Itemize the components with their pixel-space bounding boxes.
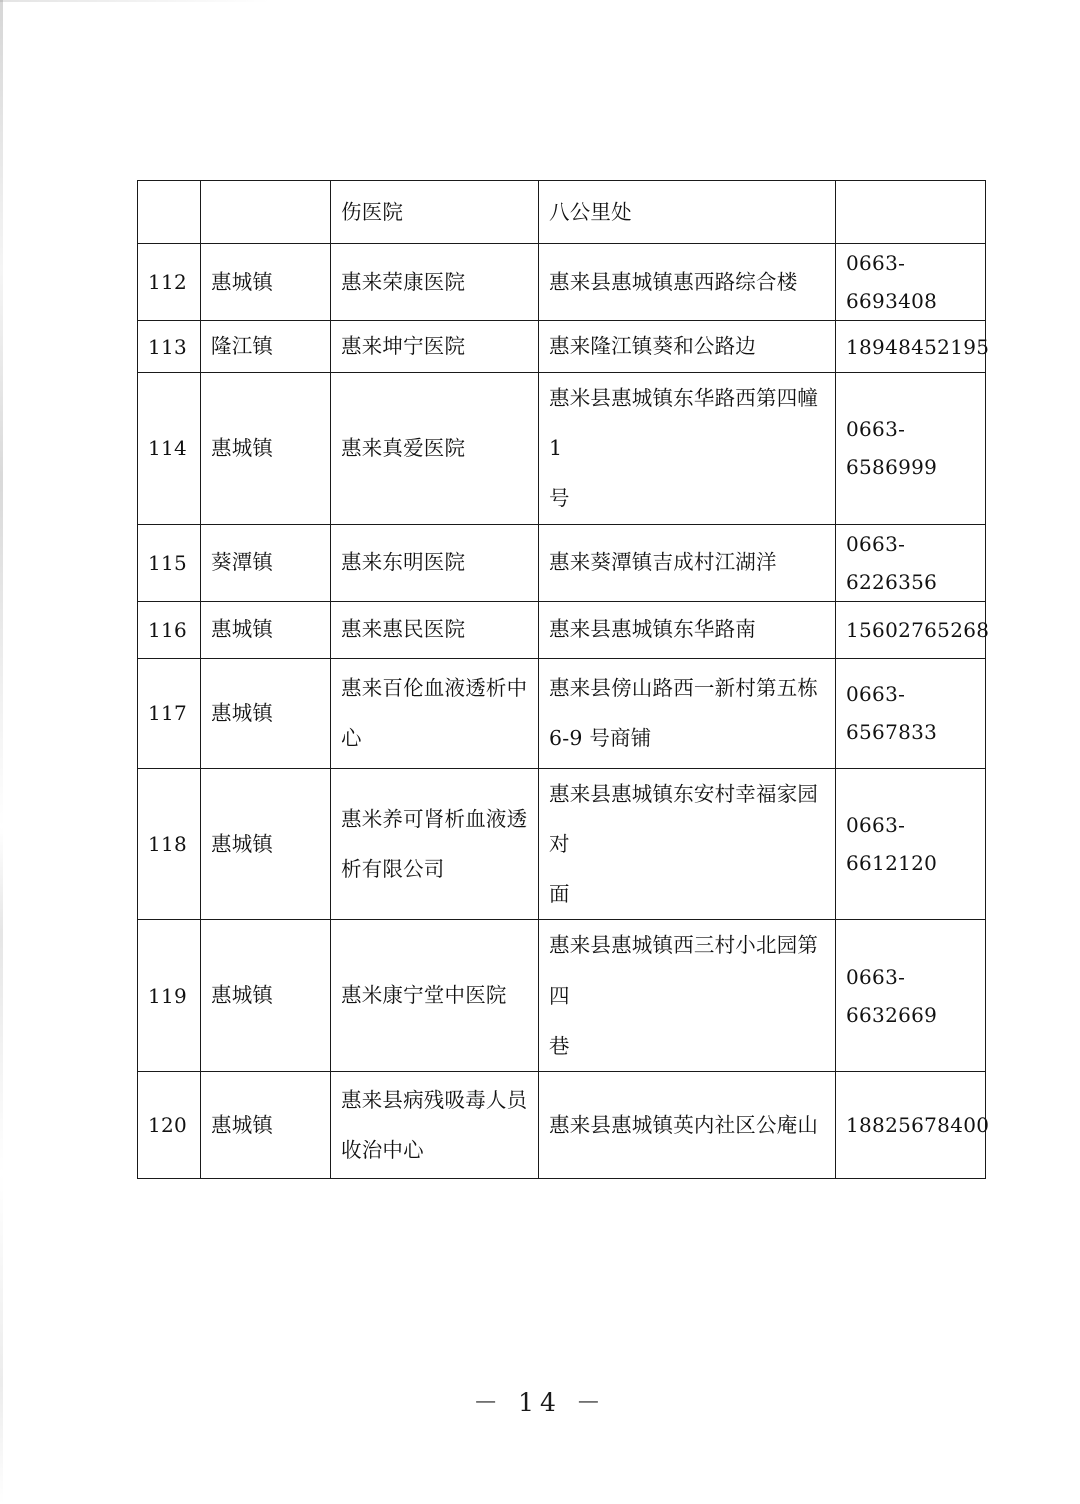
cell-phone: 0663-6693408 — [836, 244, 986, 321]
cell-address — [539, 768, 836, 920]
cell-address: 惠来县惠城镇惠西路综合楼 — [539, 244, 836, 321]
cell-name: 惠来坤宁医院 — [331, 321, 539, 373]
cell-name — [331, 1071, 539, 1178]
table-row — [138, 768, 986, 920]
cell-town: 惠城镇 — [201, 1071, 331, 1178]
header-cell-phone — [836, 181, 986, 244]
cell-town: 惠城镇 — [201, 601, 331, 658]
cell-phone: 0663-6567833 — [836, 658, 986, 768]
cell-name-line1: 惠来百伦血液透析中 — [341, 675, 528, 700]
cell-no: 117 — [138, 658, 201, 768]
table-row — [138, 920, 986, 1072]
table-row — [138, 601, 986, 658]
cell-phone: 0663-6586999 — [836, 373, 986, 525]
cell-name — [331, 658, 539, 768]
cell-town: 葵潭镇 — [201, 524, 331, 601]
cell-no: 113 — [138, 321, 201, 373]
cell-address-line2: 面 — [549, 882, 570, 907]
cell-name-line1: 惠来县病残吸毒人员 — [341, 1087, 528, 1112]
table-row — [138, 373, 986, 525]
cell-phone: 18825678400 — [836, 1071, 986, 1178]
cell-address-line1: 惠来县傍山路西一新村第五栋 — [549, 675, 819, 700]
cell-no: 120 — [138, 1071, 201, 1178]
cell-no: 112 — [138, 244, 201, 321]
cell-address-line1: 惠米县惠城镇东华路西第四幢 1 — [549, 386, 819, 461]
cell-address-line2: 号 — [549, 486, 570, 511]
header-cell-no — [138, 181, 201, 244]
scan-edge-artifact-top — [0, 0, 1080, 2]
cell-town: 惠城镇 — [201, 373, 331, 525]
cell-no: 114 — [138, 373, 201, 525]
cell-phone: 18948452195 — [836, 321, 986, 373]
table-header-row — [138, 181, 986, 244]
cell-phone: 15602765268 — [836, 601, 986, 658]
table-row — [138, 321, 986, 373]
cell-no: 118 — [138, 768, 201, 920]
cell-address — [539, 373, 836, 525]
cell-name-line1: 惠米养可肾析血液透 — [341, 806, 528, 831]
cell-no: 116 — [138, 601, 201, 658]
page-footer: － 14 － — [473, 1388, 607, 1417]
cell-address: 惠来县惠城镇英内社区公庵山 — [539, 1071, 836, 1178]
cell-name: 惠来真爱医院 — [331, 373, 539, 525]
cell-address-line1: 惠来县惠城镇东安村幸福家园对 — [549, 781, 819, 856]
cell-name-line2: 析有限公司 — [341, 856, 445, 881]
cell-phone: 0663-6226356 — [836, 524, 986, 601]
cell-name: 惠米康宁堂中医院 — [331, 920, 539, 1072]
cell-town: 惠城镇 — [201, 244, 331, 321]
cell-address-line2: 6-9 号商铺 — [549, 726, 652, 751]
cell-no: 115 — [138, 524, 201, 601]
cell-address-line2: 巷 — [549, 1033, 570, 1058]
table-row — [138, 244, 986, 321]
table-row — [138, 524, 986, 601]
cell-name: 惠来惠民医院 — [331, 601, 539, 658]
cell-address: 惠来县惠城镇东华路南 — [539, 601, 836, 658]
cell-address: 惠来葵潭镇吉成村江湖洋 — [539, 524, 836, 601]
cell-address — [539, 920, 836, 1072]
cell-name-line2: 收治中心 — [341, 1137, 424, 1162]
header-cell-name: 伤医院 — [331, 181, 539, 244]
hospital-list-table — [137, 180, 990, 1179]
table-row — [138, 658, 986, 768]
cell-town: 隆江镇 — [201, 321, 331, 373]
cell-name-line2: 心 — [341, 726, 362, 751]
cell-phone: 0663-6612120 — [836, 768, 986, 920]
cell-town: 惠城镇 — [201, 658, 331, 768]
header-cell-address: 八公里处 — [539, 181, 836, 244]
table-row — [138, 1071, 986, 1178]
cell-address: 惠来隆江镇葵和公路边 — [539, 321, 836, 373]
cell-address — [539, 658, 836, 768]
header-cell-town — [201, 181, 331, 244]
cell-name: 惠来东明医院 — [331, 524, 539, 601]
cell-town: 惠城镇 — [201, 920, 331, 1072]
cell-name: 惠来荣康医院 — [331, 244, 539, 321]
cell-town: 惠城镇 — [201, 768, 331, 920]
scan-edge-artifact-left — [0, 0, 3, 1504]
cell-address-line1: 惠来县惠城镇西三村小北园第四 — [549, 933, 819, 1008]
cell-no: 119 — [138, 920, 201, 1072]
cell-name — [331, 768, 539, 920]
cell-phone: 0663-6632669 — [836, 920, 986, 1072]
